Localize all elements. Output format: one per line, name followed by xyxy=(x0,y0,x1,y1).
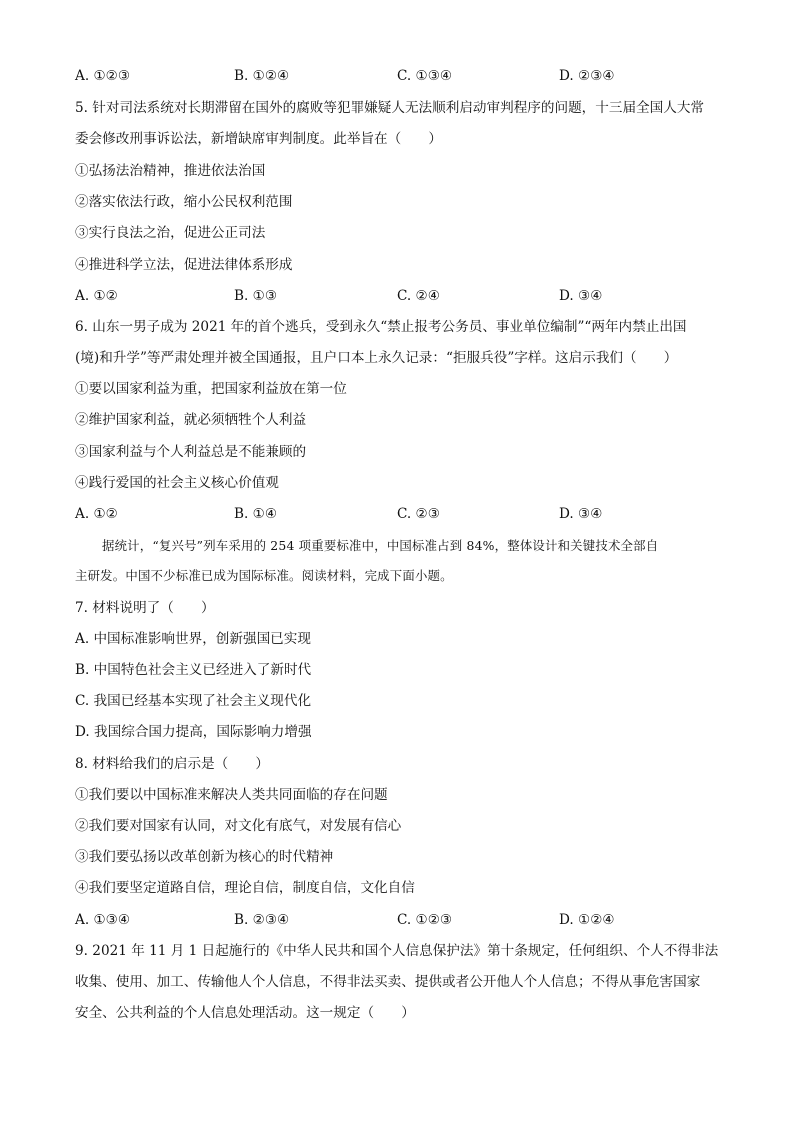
option-c: C. ②④ xyxy=(397,288,440,304)
option-c: C. ①③④ xyxy=(397,68,453,84)
material-line-2: 主研发。中国不少标准已成为国际标准。阅读材料，完成下面小题。 xyxy=(75,568,453,583)
material-line-1: 据统计，“复兴号”列车采用的 254 项重要标准中，中国标准占到 84%，整体设计和关键技术全部自 xyxy=(102,538,659,553)
q6-stem-line-2: (境)和升学”等严肃处理并被全国通报，且户口本上永久记录：“拒服兵役”字样。这启示我们（ ） xyxy=(75,350,678,366)
option-d: D. ①②④ xyxy=(559,912,615,928)
q7-choice-c: C. 我国已经基本实现了社会主义现代化 xyxy=(75,693,312,709)
q8-stem: 8. 材料给我们的启示是（ ） xyxy=(75,756,270,772)
q5-item-2: ②落实依法行政，缩小公民权利范围 xyxy=(75,194,293,210)
q9-stem-line-1: 9. 2021 年 11 月 1 日起施行的《中华人民共和国个人信息保护法》第十条规定，任何组织、个人不得非法 xyxy=(75,943,719,959)
option-a: A. ①② xyxy=(75,288,118,304)
q8-item-2: ②我们要对国家有认同，对文化有底气，对发展有信心 xyxy=(75,818,402,834)
q5-options xyxy=(75,286,755,306)
option-b: B. ②③④ xyxy=(234,912,290,928)
q8-item-1: ①我们要以中国标准来解决人类共同面临的存在问题 xyxy=(75,787,388,803)
q4-options xyxy=(75,66,755,86)
q5-stem-line-2: 委会修改刑事诉讼法，新增缺席审判制度。此举旨在（ ） xyxy=(75,131,443,147)
q6-item-1: ①要以国家利益为重，把国家利益放在第一位 xyxy=(75,381,347,397)
q6-options xyxy=(75,504,755,524)
q5-item-3: ③实行良法之治，促进公正司法 xyxy=(75,225,266,241)
option-d: D. ③④ xyxy=(559,506,603,522)
q8-item-3: ③我们要弘扬以改革创新为核心的时代精神 xyxy=(75,849,334,865)
option-d: D. ③④ xyxy=(559,288,603,304)
option-c: C. ①②③ xyxy=(397,912,453,928)
q8-options xyxy=(75,910,755,930)
q6-stem-line-1: 6. 山东一男子成为 2021 年的首个逃兵，受到永久“禁止报考公务员、事业单位编制”“两年内禁止出国 xyxy=(75,319,687,335)
option-b: B. ①②④ xyxy=(234,68,290,84)
q9-stem-line-3: 安全、公共利益的个人信息处理活动。这一规定（ ） xyxy=(75,1005,415,1021)
q6-item-2: ②维护国家利益，就必须牺牲个人利益 xyxy=(75,412,307,428)
option-c: C. ②③ xyxy=(397,506,440,522)
q7-choice-b: B. 中国特色社会主义已经进入了新时代 xyxy=(75,662,312,678)
q6-item-3: ③国家利益与个人利益总是不能兼顾的 xyxy=(75,444,307,460)
q8-item-4: ④我们要坚定道路自信，理论自信，制度自信，文化自信 xyxy=(75,880,415,896)
option-d: D. ②③④ xyxy=(559,68,615,84)
q7-choice-d: D. 我国综合国力提高，国际影响力增强 xyxy=(75,724,312,740)
option-a: A. ①②③ xyxy=(75,68,131,84)
q9-stem-line-2: 收集、使用、加工、传输他人个人信息，不得非法买卖、提供或者公开他人个人信息；不得从事危害国家 xyxy=(75,974,701,990)
q5-stem-line-1: 5. 针对司法系统对长期滞留在国外的腐败等犯罪嫌疑人无法顺利启动审判程序的问题，十三届全国人大常 xyxy=(75,100,705,116)
q6-item-4: ④践行爱国的社会主义核心价值观 xyxy=(75,475,279,491)
option-b: B. ①③ xyxy=(234,288,278,304)
q7-choice-a: A. 中国标准影响世界，创新强国已实现 xyxy=(75,631,311,647)
q7-stem: 7. 材料说明了（ ） xyxy=(75,600,215,616)
option-a: A. ①③④ xyxy=(75,912,131,928)
option-b: B. ①④ xyxy=(234,506,278,522)
q5-item-1: ①弘扬法治精神，推进依法治国 xyxy=(75,163,266,179)
q5-item-4: ④推进科学立法，促进法律体系形成 xyxy=(75,257,293,273)
option-a: A. ①② xyxy=(75,506,118,522)
